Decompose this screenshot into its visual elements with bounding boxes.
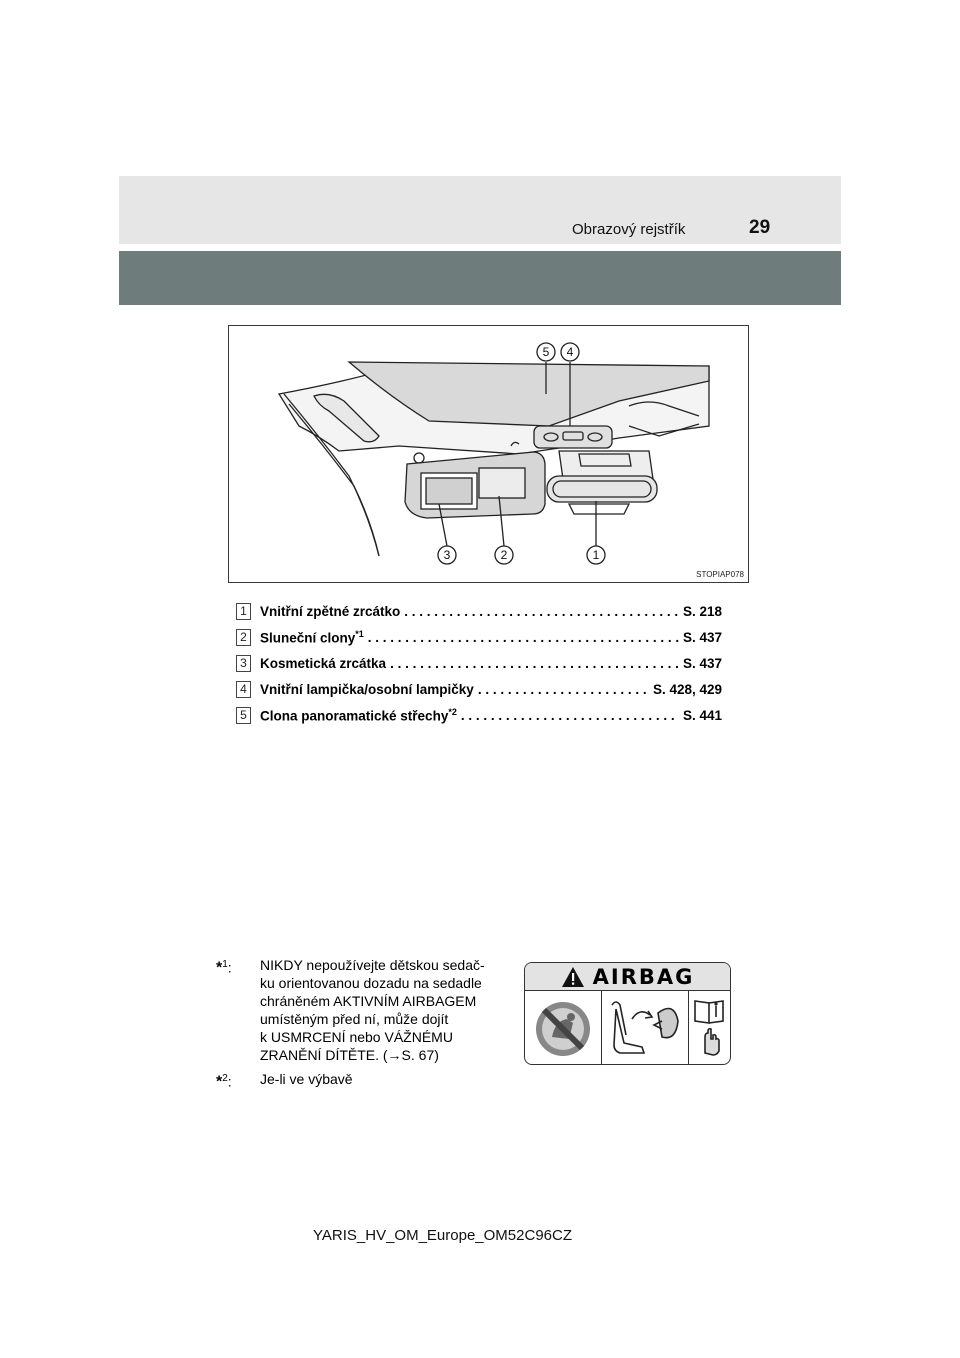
list-item — [236, 650, 722, 676]
callout-4: 4 — [566, 345, 574, 359]
component-list — [236, 598, 722, 728]
footnote — [216, 956, 506, 1064]
item-label: Sluneční clony$^{*1}$ — [260, 628, 364, 646]
page-reference-link[interactable]: S. 441 — [682, 707, 722, 723]
item-number: 4 — [236, 681, 251, 698]
item-number: 3 — [236, 655, 251, 672]
warning-triangle-icon — [561, 966, 585, 988]
airbag-label-header — [525, 963, 730, 991]
footnote-marker: *2 — [448, 706, 457, 717]
callout-5: 5 — [542, 345, 550, 359]
item-label: Kosmetická zrcátka — [260, 655, 387, 671]
list-item — [236, 624, 722, 650]
figure-code: STOPIAP078 — [696, 570, 744, 579]
manual-info-icon — [689, 991, 731, 1065]
leader-dots — [368, 630, 679, 645]
footnote-mark: *$^1$: — [216, 959, 232, 977]
page-reference-link[interactable]: S. 428, 429 — [652, 681, 722, 697]
list-item — [236, 702, 722, 728]
item-label: Vnitřní zpětné zrcátko — [260, 603, 401, 619]
item-label: Clona panoramatické střechy$^{*2}$ — [260, 706, 457, 724]
leader-dots — [461, 708, 679, 723]
airbag-warning-label — [524, 962, 731, 1065]
item-number: 2 — [236, 629, 251, 646]
footnote-mark: *$^2$: — [216, 1073, 232, 1091]
ceiling-illustration — [229, 326, 748, 582]
leader-dots — [390, 656, 679, 671]
item-number: 1 — [236, 603, 251, 620]
list-item — [236, 598, 722, 624]
no-rear-facing-child-seat-icon — [525, 991, 601, 1065]
airbag-label-panels — [525, 991, 730, 1065]
page-reference-link[interactable]: S. 218 — [682, 603, 722, 619]
header-band — [119, 176, 841, 244]
document-code: YARIS_HV_OM_Europe_OM52C96CZ — [313, 1227, 572, 1244]
section-band — [119, 251, 841, 305]
seat-airbag-icon — [602, 991, 688, 1065]
page-reference-link[interactable]: S. 437 — [682, 629, 722, 645]
page-reference-link[interactable]: S. 437 — [682, 655, 722, 671]
item-label: Vnitřní lampička/osobní lampičky — [260, 681, 474, 697]
list-item — [236, 676, 722, 702]
page-number: 29 — [749, 217, 771, 238]
item-number: 5 — [236, 707, 251, 724]
footnote-marker: *1 — [355, 628, 364, 639]
seat-airbag-panel — [602, 991, 689, 1065]
section-title: Obrazový rejstřík — [572, 221, 686, 238]
footnote-text: NIKDY nepoužívejte dětskou sedač- ku orientovanou dozadu na sedadle chráněném AKTIVNÍM AIRBAGEM umístěným před ní, může dojít k USMRCENÍ nebo VÁŽNÉMU ZRANĚNÍ DÍTĚTE. (→S. 67) — [260, 957, 485, 1063]
manual-panel — [689, 991, 731, 1065]
leader-dots — [404, 604, 679, 619]
footnotes — [216, 956, 506, 1098]
callout-3: 3 — [443, 548, 451, 562]
interior-ceiling-figure — [228, 325, 749, 583]
no-child-seat-panel — [525, 991, 602, 1065]
leader-dots — [478, 682, 649, 697]
airbag-word: AIRBAG — [592, 964, 695, 989]
footnote — [216, 1070, 506, 1092]
callout-2: 2 — [500, 548, 508, 562]
callout-1: 1 — [592, 548, 600, 562]
footnote-text: Je-li ve výbavě — [260, 1071, 353, 1087]
